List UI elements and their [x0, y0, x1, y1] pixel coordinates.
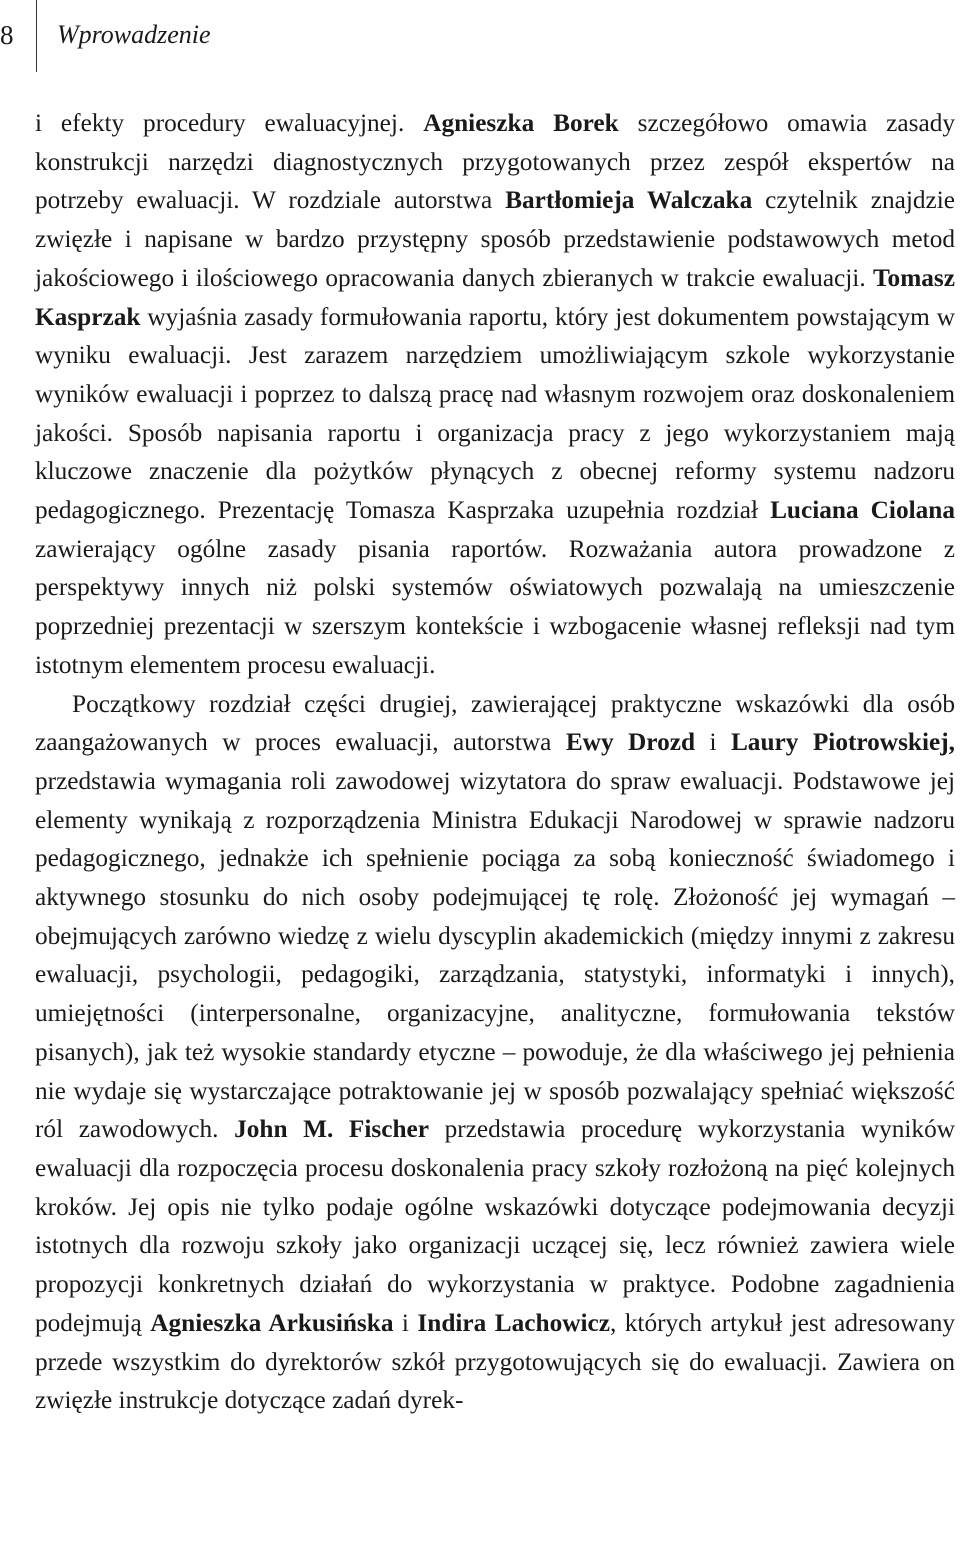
text-run: czytelnik znajdzie zwięzłe i napisane w bardzo przystępny sposób przedstawienie podstawowych metod jakościowego i ilościowego opracowania danych zbieranych w trakcie ewaluacji. [35, 186, 955, 292]
author-name: Bartłomieja Walczaka [505, 186, 753, 215]
text-run: Początkowy rozdział części drugiej, zawierającej praktyczne wskazówki dla osób zaangażowanych w proces ewaluacji, autorstwa [35, 689, 955, 757]
text-run: i efekty procedury ewaluacyjnej. [35, 109, 424, 137]
author-name: Agnieszka Borek [423, 109, 619, 137]
author-name: Ewy Drozd [565, 728, 696, 757]
author-name: Laury Piotrowskiej, [730, 728, 955, 757]
header-divider [36, 0, 37, 72]
author-name: John M. Fischer [234, 1115, 429, 1144]
text-run: i [695, 728, 731, 757]
text-run: przedstawia procedurę wykorzystania wyników ewaluacji dla rozpoczęcia procesu doskonalenia pracy szkoły rozłożoną na pięć kolejnych kroków. Jej opis nie tylko podaje ogólne wskazówki dotyczące podejmowania decyzji istotnych dla rozwoju szkoły jako organizacji uczącej się, lecz również zawiera wiele propozycji konkretnych działań do wykorzystania w praktyce. Podobne zagadnienia podejmują [35, 1115, 955, 1337]
page-number: 8 [0, 20, 14, 50]
paragraph [35, 685, 955, 1420]
text-run: wyjaśnia zasady formułowania raportu, który jest dokumentem powstającym w wyniku ewaluacji. Jest zarazem narzędziem umożliwiającym szkole wykorzystanie wyników ewaluacji i poprzez to dalszą pracę nad własnym rozwojem oraz doskonaleniem jakości. Sposób napisania raportu i organizacja pracy z jego wykorzystaniem mają kluczowe znaczenie dla pożytków płynących z obecnej reformy systemu nadzoru pedagogicznego. Prezentację Tomasza Kasprzaka uzupełnia rozdział [35, 302, 955, 525]
body-text [35, 104, 955, 1420]
page-header [0, 0, 960, 72]
author-name: Indira Lachowicz [417, 1308, 610, 1337]
text-run: zawierający ogólne zasady pisania raportów. Rozważania autora prowadzone z perspektywy innych niż polski systemów oświatowych pozwalają na umieszczenie poprzedniej prezentacji w szerszym kontekście i wzbogacenie własnej refleksji nad tym istotnym elementem procesu ewaluacji. [35, 534, 955, 679]
paragraph [35, 104, 955, 685]
text-run: i [393, 1308, 418, 1337]
text-run: , których artykuł jest adresowany przede wszystkim do dyrektorów szkół przygotowujących się do ewaluacji. Zawiera on zwięzłe instrukcje dotyczące zadań dyrek- [35, 1308, 955, 1415]
author-name: Luciana Ciolana [770, 496, 955, 525]
author-name: Agnieszka Arkusińska [150, 1308, 394, 1337]
text-run: szczegółowo omawia zasady konstrukcji narzędzi diagnostycznych przygotowanych przez zespół ekspertów na potrzeby ewaluacji. W rozdziale autorstwa [35, 109, 955, 215]
running-title: Wprowadzenie [57, 20, 211, 49]
text-run: przedstawia wymagania roli zawodowej wizytatora do spraw ewaluacji. Podstawowe jej elementy wynikają z rozporządzenia Ministra Edukacji Narodowej w sprawie nadzoru pedagogicznego, jednakże ich spełnienie pociąga za sobą konieczność świadomego i aktywnego stosunku do nich osoby podejmującej tę rolę. Złożoność jej wymagań – obejmujących zarówno wiedzę z wielu dyscyplin akademickich (między innymi z zakresu ewaluacji, psychologii, pedagogiki, zarządzania, statystyki, informatyki i innych), umiejętności (interpersonalne, organizacyjne, analityczne, formułowania tekstów pisanych), jak też wysokie standardy etyczne – powoduje, że dla właściwego jej pełnienia nie wydaje się wystarczające potraktowanie jej w sposób pozwalający spełniać większość ról zawodowych. [35, 766, 955, 1144]
author-name: Tomasz Kasprzak [35, 263, 955, 331]
